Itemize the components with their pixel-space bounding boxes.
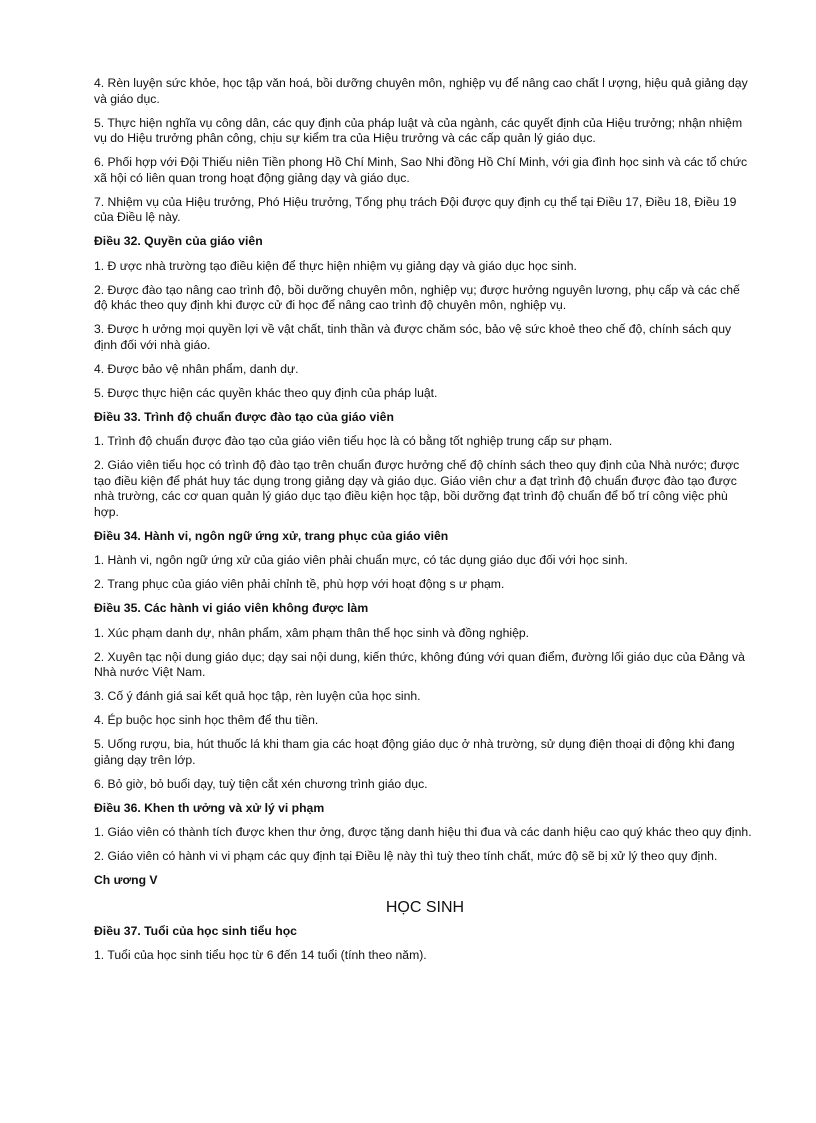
- section-title: HỌC SINH: [385, 898, 465, 916]
- article-heading: Ch ương V: [94, 873, 158, 887]
- paragraph: 1. Xúc phạm danh dự, nhân phẩm, xâm phạm thân thể học sinh và đồng nghiệp.: [94, 625, 530, 640]
- paragraph: 3. Được h ưởng mọi quyền lợi về vật chất, tinh thần và được chăm sóc, bảo vệ sức khoẻ theo chế độ, chính sách quy định đối với nhà giáo.: [94, 322, 732, 352]
- article-heading: Điều 35. Các hành vi giáo viên không được làm: [94, 601, 369, 615]
- article-heading: Điều 37. Tuổi của học sinh tiểu học: [94, 923, 297, 938]
- paragraph: 6. Phối hợp với Đội Thiếu niên Tiền phong Hồ Chí Minh, Sao Nhi đồng Hồ Chí Minh, với gia đình học sinh và các tổ chức xã hội có liên quan trong hoạt động giảng dạy và giáo dục.: [94, 155, 748, 185]
- paragraph: 5. Được thực hiện các quyền khác theo quy định của pháp luật.: [94, 385, 438, 400]
- article-heading: Điều 36. Khen th ưởng và xử lý vi phạm: [94, 800, 325, 815]
- paragraph: 7. Nhiệm vụ của Hiệu trưởng, Phó Hiệu trưởng, Tổng phụ trách Đội được quy định cụ thể tại Điều 17, Điều 18, Điều 19 của Điều lệ này.: [94, 194, 737, 224]
- paragraph: 4. Rèn luyện sức khỏe, học tập văn hoá, bồi dưỡng chuyên môn, nghiệp vụ để nâng cao chất l ượng, hiệu quả giảng dạy và giáo dục.: [94, 76, 748, 106]
- paragraph: 2. Trang phục của giáo viên phải chỉnh tề, phù hợp với hoạt động s ư phạm.: [94, 577, 505, 591]
- document-page: [94, 76, 756, 972]
- paragraph: 1. Trình độ chuẩn được đào tạo của giáo viên tiểu học là có bằng tốt nghiệp trung cấp sư phạm.: [94, 434, 613, 448]
- paragraph: 1. Tuổi của học sinh tiểu học từ 6 đến 14 tuổi (tính theo năm).: [94, 948, 427, 962]
- article-heading: Điều 33. Trình độ chuẩn được đào tạo của giáo viên: [94, 409, 394, 424]
- article-heading: Điều 34. Hành vi, ngôn ngữ ứng xử, trang phục của giáo viên: [94, 528, 449, 543]
- paragraph: 2. Giáo viên tiểu học có trình độ đào tạo trên chuẩn được hưởng chế độ chính sách theo quy định của Nhà nước; được tạo điều kiện để phát huy tác dụng trong giảng dạy và giáo dục. Giáo viên chư a đạt trình độ chuẩn được đào tạo được nhà trường, các cơ quan quản lý giáo dục tạo điều kiện học tập, bồi dưỡng đạt trình độ chuẩn để bố trí công việc phù hợp.: [94, 458, 740, 519]
- paragraph: 2. Được đào tạo nâng cao trình độ, bồi dưỡng chuyên môn, nghiệp vụ; được hưởng nguyên lương, phụ cấp và các chế độ khác theo quy định khi được cử đi học để nâng cao trình độ chuyên môn, nghiệp vụ.: [94, 282, 740, 312]
- paragraph: 6. Bỏ giờ, bỏ buổi dạy, tuỳ tiện cắt xén chương trình giáo dục.: [94, 776, 428, 791]
- paragraph: 4. Được bảo vệ nhân phẩm, danh dự.: [94, 361, 299, 376]
- paragraph: 4. Ép buộc học sinh học thêm để thu tiền.: [94, 713, 319, 727]
- paragraph: 2. Xuyên tạc nội dung giáo dục; dạy sai nội dung, kiến thức, không đúng với quan điểm, đường lối giáo dục của Đảng và Nhà nước Việt Nam.: [94, 649, 745, 679]
- paragraph: 2. Giáo viên có hành vi vi phạm các quy định tại Điều lệ này thì tuỳ theo tính chất, mức độ sẽ bị xử lý theo quy định.: [94, 849, 718, 863]
- paragraph: 3. Cố ý đánh giá sai kết quả học tập, rèn luyện của học sinh.: [94, 689, 421, 703]
- paragraph: 5. Uống rượu, bia, hút thuốc lá khi tham gia các hoạt động giáo dục ở nhà trường, sử dụng điện thoại di động khi đang giảng dạy trên lớp.: [94, 737, 735, 767]
- paragraph: 5. Thực hiện nghĩa vụ công dân, các quy định của pháp luật và của ngành, các quyết định của Hiệu trưởng; nhận nhiệm vụ do Hiệu trưởng phân công, chịu sự kiểm tra của Hiệu trưởng và các cấp quản lý giáo dục.: [94, 115, 743, 145]
- article-heading: Điều 32. Quyền của giáo viên: [94, 234, 263, 248]
- paragraph: 1. Giáo viên có thành tích được khen thư ởng, được tặng danh hiệu thi đua và các danh hiệu cao quý khác theo quy định.: [94, 825, 752, 839]
- paragraph: 1. Hành vi, ngôn ngữ ứng xử của giáo viên phải chuẩn mực, có tác dụng giáo dục đối với học sinh.: [94, 553, 628, 567]
- paragraph: 1. Đ ược nhà trường tạo điều kiện để thực hiện nhiệm vụ giảng dạy và giáo dục học sinh.: [94, 258, 577, 273]
